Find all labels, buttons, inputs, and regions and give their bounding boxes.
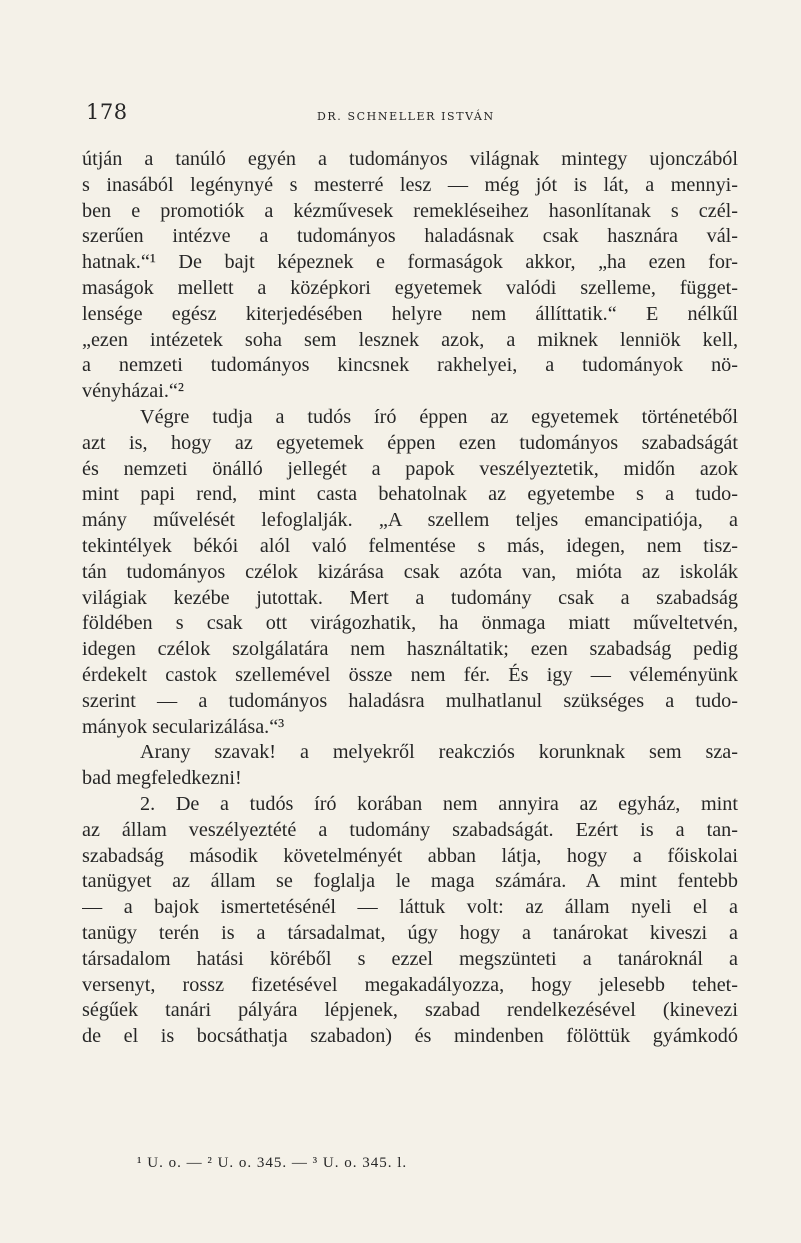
text-line: mint papi rend, mint casta behatolnak az egyetembe s a tudo- (82, 483, 738, 506)
text-line: Végre tudja a tudós író éppen az egyetemek történetéből (140, 405, 738, 428)
text-line: tanügyet az állam se foglalja le maga számára. A mint fentebb (82, 870, 738, 893)
text-line: a nemzeti tudományos kincsnek rakhelyei, a tudományok nö- (82, 354, 738, 377)
text-line: maságok mellett a középkori egyetemek valódi szelleme, függet- (82, 276, 738, 299)
text-line: szerint — a tudományos haladásra mulhatlanul szükséges a tudo- (82, 689, 738, 712)
page-number: 178 (86, 100, 128, 124)
text-line: érdekelt castok szellemével össze nem fér. És igy — véleményünk (82, 663, 738, 686)
text-line: azt is, hogy az egyetemek éppen ezen tudományos szabadságát (82, 431, 738, 454)
text-line: útján a tanúló egyén a tudományos világnak mintegy ujonczából (82, 148, 738, 170)
text-line: bad megfeledkezni! (82, 767, 242, 790)
text-line: világiak kezébe jutottak. Mert a tudomány csak a szabadság (82, 586, 738, 609)
text-line: lensége egész kiterjedésében helyre nem állíttatik.“ E nélkűl (82, 302, 738, 325)
text-line: — a bajok ismertetésénél — láttuk volt: az állam nyeli el a (82, 896, 738, 919)
text-line: tekintélyek békói alól való felmentése s más, idegen, nem tisz- (82, 534, 738, 557)
text-line: ben e promotiók a kézművesek remekléseihez hasonlítanak s czél- (82, 199, 738, 222)
text-line: hatnak.“¹ De bajt képeznek e formaságok akkor, „ha ezen for- (82, 251, 738, 274)
running-head: DR. SCHNELLER ISTVÁN (317, 110, 495, 123)
text-line: s inasából legénynyé s mesterré lesz — még jót is lát, a mennyi- (82, 173, 738, 196)
text-line: földében s csak ott virágozhatik, ha önmaga miatt műveltetvén, (82, 612, 738, 635)
text-line: tán tudományos czélok kizárása csak azóta van, mióta az iskolák (82, 560, 738, 583)
text-line: mányok secularizálása.“³ (82, 715, 285, 738)
text-line: idegen czélok szolgálatára nem használtatik; ezen szabadság pedig (82, 638, 738, 661)
text-line: 2. De a tudós író korában nem annyira az egyház, mint (140, 792, 738, 815)
text-line: mány művelését lefoglalják. „A szellem teljes emancipatiója, a (82, 509, 738, 532)
text-line: ségűek tanári pályára lépjenek, szabad rendelkezésével (kinevezi (82, 999, 738, 1022)
text-line: Arany szavak! a melyekről reakcziós korunknak sem sza- (140, 741, 738, 764)
text-line: „ezen intézetek soha sem lesznek azok, a miknek lenniök kell, (82, 328, 738, 351)
text-line: és nemzeti önálló jellegét a papok veszélyeztetik, midőn azok (82, 457, 738, 480)
text-line: vényházai.“² (82, 380, 184, 403)
text-line: az állam veszélyeztété a tudomány szabadságát. Ezért is a tan- (82, 818, 738, 841)
footnotes: ¹ U. o. — ² U. o. 345. — ³ U. o. 345. l. (137, 1155, 408, 1171)
text-line: szerűen intézve a tudományos haladásnak csak hasznára vál- (82, 225, 738, 248)
text-line: versenyt, rossz fizetésével megakadályozza, hogy jelesebb tehet- (82, 973, 738, 996)
text-line: tanügy terén is a társadalmat, úgy hogy a tanárokat kiveszi a (82, 921, 738, 944)
body-text (82, 147, 738, 1050)
text-line: de el is bocsáthatja szabadon) és mindenben fölöttük gyámkodó (82, 1025, 738, 1048)
text-line: szabadság második követelményét abban látja, hogy a főiskolai (82, 844, 738, 867)
text-line: társadalom hatási köréből s ezzel megszünteti a tanároknál a (82, 947, 738, 970)
page-header (86, 100, 741, 130)
